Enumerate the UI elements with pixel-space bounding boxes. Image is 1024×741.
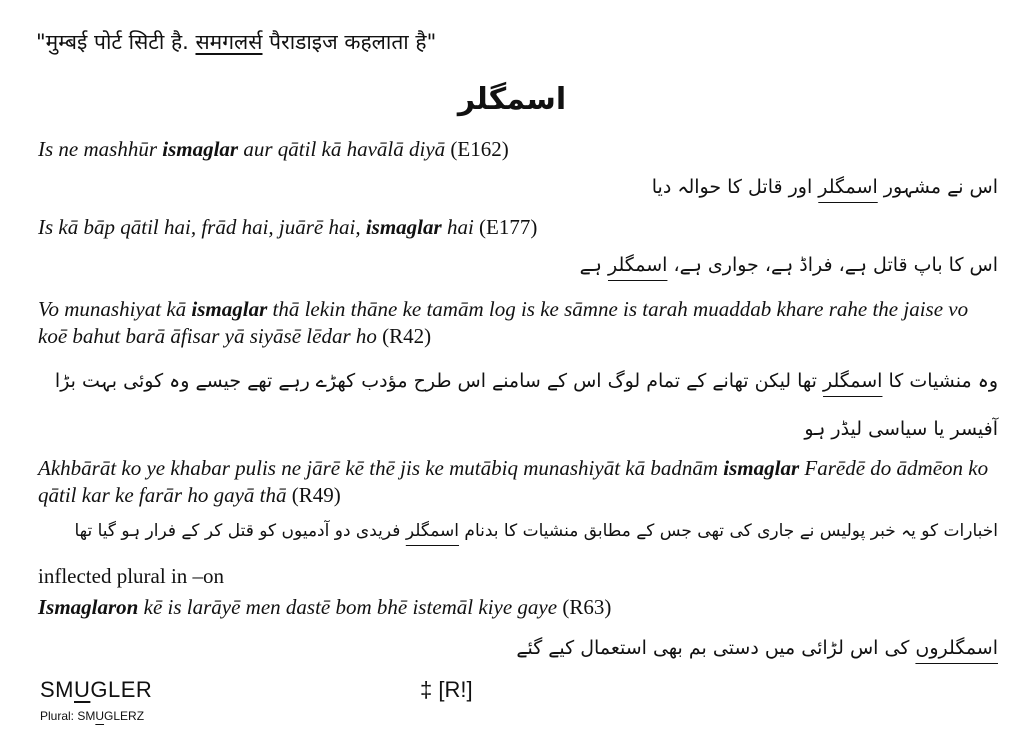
- roman-text: Is kā bāp qātil hai, frād hai, juārē hai,: [38, 215, 366, 239]
- roman-keyword: ismaglar: [191, 297, 268, 321]
- source-ref: (E162): [450, 137, 509, 161]
- example-urdu-1: [18, 163, 998, 211]
- hindi-quote-after: पैराडाइज कहलाता है": [262, 30, 437, 54]
- hindi-quote: [36, 28, 436, 56]
- example-urdu-plural: [18, 624, 998, 672]
- hindi-quote-before: "मुम्बई पोर्ट सिटी है.: [36, 30, 196, 54]
- loanword-part: SM: [40, 677, 74, 702]
- source-ref: (R42): [382, 324, 432, 348]
- urdu-headword: اسمگلر: [457, 82, 567, 117]
- urdu-text: کی اس لڑائی میں دستی بم بھی استعمال کیے گئے: [516, 637, 916, 659]
- source-ref: (R63): [562, 595, 612, 619]
- urdu-keyword: اسمگلر: [823, 370, 883, 392]
- example-urdu-2: [18, 241, 998, 289]
- example-urdu-3: [18, 357, 998, 453]
- roman-keyword: Ismaglaron: [38, 595, 139, 619]
- roman-text: Is ne mashhūr: [38, 137, 163, 161]
- urdu-text: وہ منشیات کا: [882, 370, 998, 392]
- loanword-part: GLER: [90, 677, 153, 702]
- urdu-text: اور قاتل کا حوالہ دیا: [651, 176, 819, 198]
- hindi-quote-keyword: समगलर्स: [195, 30, 263, 54]
- urdu-keyword: اسمگلروں: [915, 637, 998, 659]
- example-roman-4: [38, 455, 998, 509]
- roman-text: Farēdē do ādmēon ko qātil kar ke farār ho gayā thā: [38, 456, 989, 507]
- source-ref: (E177): [479, 215, 538, 239]
- source-ref: (R49): [291, 483, 341, 507]
- urdu-text: اخبارات کو یہ خبر پولیس نے جاری کی تھی جس کے مطابق منشیات کا بدنام: [459, 521, 998, 541]
- example-roman-1: [38, 136, 998, 163]
- urdu-text: اس کا باپ قاتل ہے، فراڈ ہے، جواری ہے،: [667, 254, 998, 276]
- plural-underlined: U: [95, 709, 105, 723]
- urdu-text: فریدی دو آدمیوں کو قتل کر کے فرار ہو گیا تھا: [74, 521, 406, 541]
- urdu-text: تھا لیکن تھانے کے تمام لوگ اس کے سامنے اس طرح مؤدب کھڑے رہے تھے جیسے وہ کوئی بہت بڑا آفیسر یا سیاسی لیڈر ہو: [54, 370, 998, 440]
- loanword-underlined: U: [74, 677, 91, 702]
- roman-text: kē is larāyē men dastē bom bhē istemāl kiye gaye: [138, 595, 563, 619]
- english-loanword-heading: [40, 677, 152, 703]
- example-roman-plural: [38, 594, 998, 621]
- urdu-keyword: اسمگلر: [607, 254, 668, 276]
- plural-part: Plural: SM: [40, 709, 96, 723]
- roman-keyword: ismaglar: [162, 137, 239, 161]
- example-roman-2: [38, 214, 998, 241]
- roman-text: thā lekin thāne ke tamām log is ke sāmne is tarah muaddab khare rahe the jaise vo koē bahut barā āfisar yā siyāsē lēdar ho: [38, 297, 969, 348]
- plural-part: GLERZ: [104, 709, 145, 723]
- example-roman-3: [38, 296, 998, 350]
- urdu-keyword: اسمگلر: [818, 176, 878, 198]
- roman-text: Vo munashiyat kā: [38, 297, 192, 321]
- example-urdu-4: [18, 516, 998, 546]
- urdu-text: اس نے مشہور: [877, 176, 998, 198]
- roman-keyword: ismaglar: [723, 456, 800, 480]
- plural-form: [40, 709, 144, 723]
- roman-text: Akhbārāt ko ye khabar pulis ne jārē kē thē jis ke mutābiq munashiyāt kā badnām: [38, 456, 724, 480]
- inflection-note: inflected plural in –on: [38, 564, 225, 588]
- roman-keyword: ismaglar: [365, 215, 442, 239]
- urdu-text: ہے: [579, 254, 608, 276]
- roman-text: hai: [441, 215, 480, 239]
- register-marker: ‡ [R!]: [420, 677, 473, 702]
- urdu-keyword: اسمگلر: [405, 521, 460, 541]
- roman-text: aur qātil kā havālā diyā: [238, 137, 451, 161]
